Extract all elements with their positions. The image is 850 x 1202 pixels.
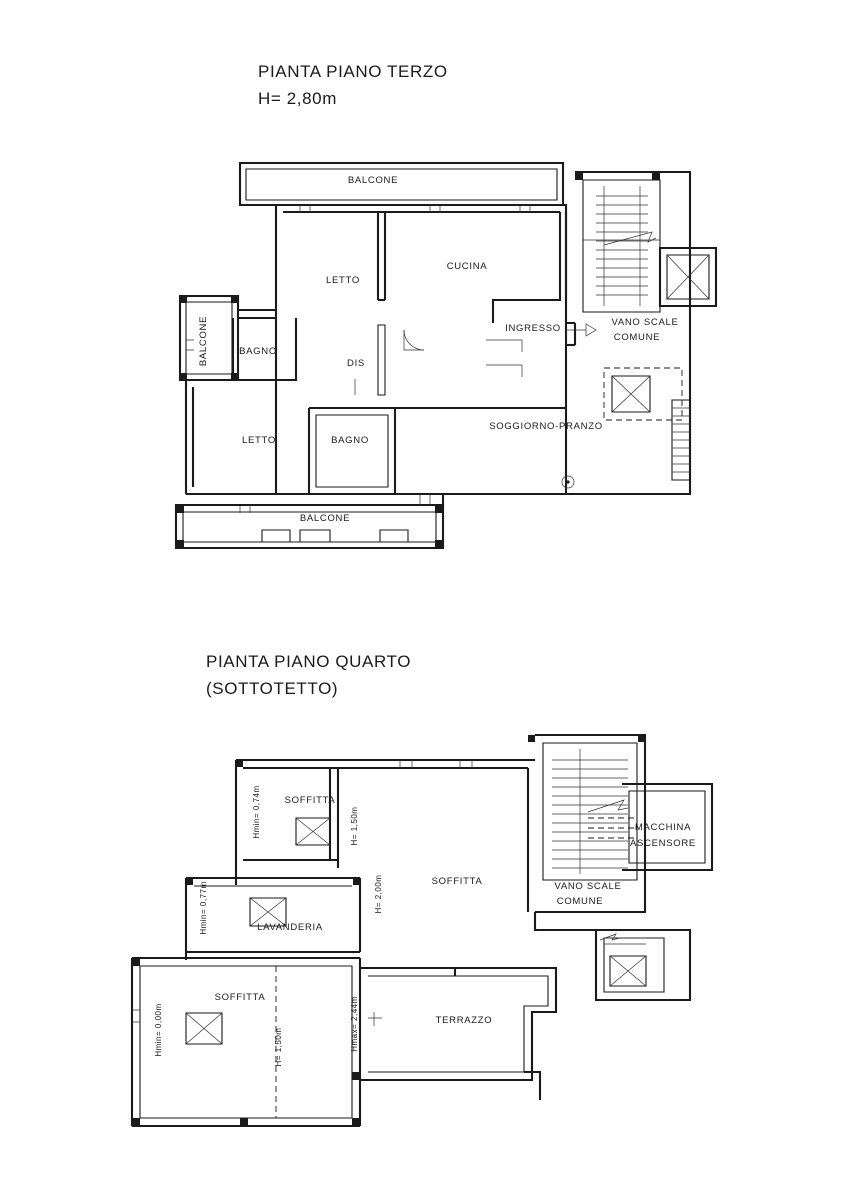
room-label-dis: DIS — [347, 358, 365, 369]
laundry-cross — [250, 898, 286, 926]
plan-height-third-floor-text: H= 2,80m — [258, 89, 337, 108]
balcony-left-outline — [180, 296, 238, 380]
corner-markers-third — [176, 172, 660, 548]
plan-title-third-floor — [258, 62, 448, 109]
window-ticks-third — [186, 205, 530, 513]
stair-direction-arrow — [604, 232, 656, 245]
door-leaf-hall — [404, 330, 424, 350]
lower-soffitta-cross-box — [186, 1013, 222, 1044]
common-stair-outer — [575, 172, 690, 494]
lower-soffitta-cross — [186, 1013, 222, 1044]
attic-stair-shaft — [543, 743, 637, 880]
height-annotation-5: H= 1,50m — [274, 1027, 283, 1067]
room-label-soggiorno-pranzo: SOGGIORNO-PRANZO — [489, 421, 603, 432]
room-label-balcone-bottom: BALCONE — [299, 513, 351, 524]
room-label-cucina: CUCINA — [446, 261, 488, 272]
upper-outer-wall-a — [276, 205, 566, 300]
balcony-bottom-notch-3 — [380, 530, 408, 542]
room-label-vano-scale-attic: VANO SCALE — [554, 881, 622, 892]
column-center-dot — [566, 480, 569, 483]
terrace-marker — [368, 1012, 382, 1026]
room-label-soffitta-center: SOFFITTA — [431, 876, 483, 887]
room-label-comune: COMUNE — [613, 332, 661, 343]
stair-treads-upper — [583, 186, 660, 306]
room-label-balcone-left: BALCONE — [198, 315, 209, 367]
room-label-letto-upper: LETTO — [326, 275, 360, 286]
lower-shaft-dashed — [604, 368, 682, 420]
room-label-bagno-upper: BAGNO — [239, 346, 277, 357]
height-annotation-0: Hmin= 0,74m — [252, 785, 261, 839]
terrace-step-right — [524, 1072, 540, 1100]
bathroom-upper-walls — [233, 318, 296, 380]
machine-room-outer — [622, 784, 712, 870]
common-stair-shaft — [583, 180, 660, 312]
room-label-soffitta-top: SOFFITTA — [284, 795, 336, 806]
room-label-vano-scale: VANO SCALE — [611, 317, 679, 328]
balcony-bottom-outline — [176, 505, 443, 548]
room-label-comune-attic: COMUNE — [556, 896, 604, 907]
attic-stair-arrow — [588, 800, 628, 812]
height-annotation-6: Hmax= 2,44m — [350, 996, 359, 1052]
balcony-left-inner — [186, 302, 232, 374]
room-label-balcone-top: BALCONE — [347, 175, 399, 186]
room-label-terrazzo: TERRAZZO — [435, 1015, 493, 1026]
attic-right-step — [535, 912, 596, 930]
column-marker — [562, 476, 574, 488]
door-swing-hall — [404, 330, 424, 350]
balcony-bottom-notch-1 — [262, 530, 290, 542]
terrace-inner — [368, 976, 548, 1072]
room-label-letto-lower: LETTO — [242, 435, 276, 446]
door-leaf-entry — [486, 340, 522, 352]
balcony-bottom-inner — [183, 512, 436, 542]
lower-shaft-cross — [612, 376, 650, 412]
attic-stair-treads — [552, 749, 628, 874]
ingresso-arrow — [572, 324, 596, 336]
lower-shaft-attic-cross — [610, 956, 646, 986]
machine-room-inner — [629, 791, 705, 863]
elevator-cross-upper — [667, 255, 709, 299]
window-ticks-fourth — [132, 760, 472, 1022]
door-leaf-entry-b — [486, 365, 522, 377]
hall-wall-segment — [378, 325, 385, 395]
lower-shaft-arrow — [600, 934, 620, 940]
third-floor-plan-group — [176, 163, 716, 548]
room-label-ascensore: ASCENSORE — [630, 838, 696, 849]
height-annotation-3: Hmin= 0,77m — [199, 881, 208, 935]
room-label-bagno-lower: BAGNO — [331, 435, 369, 446]
terrace-outline — [360, 968, 556, 1080]
soffitta-top-cross-box — [296, 818, 330, 845]
plan-title-fourth-floor — [206, 652, 411, 699]
balcony-top-outline — [240, 163, 563, 205]
lower-shaft-attic-box — [610, 956, 646, 986]
attic-stair-outer — [535, 735, 645, 912]
room-label-soffitta-lower: SOFFITTA — [214, 992, 266, 1003]
upper-outer-wall-b — [566, 205, 575, 323]
plan-title-third-floor-text: PIANTA PIANO TERZO — [258, 62, 448, 81]
soffitta-top-cross — [296, 818, 330, 845]
room-label-ingresso: INGRESSO — [505, 323, 561, 334]
room-label-lavanderia: LAVANDERIA — [257, 922, 323, 933]
elevator-shaft-upper — [660, 248, 716, 306]
kitchen-inner-wall — [493, 212, 560, 323]
plan-subtitle-fourth-floor-text: (SOTTOTETTO) — [206, 679, 339, 698]
balcony-bottom-notch-2 — [300, 530, 330, 542]
lower-shaft-attic-lines — [604, 938, 646, 944]
elevator-cabin-upper — [667, 255, 709, 299]
laundry-cross-box — [250, 898, 286, 926]
lower-soffitta-inner — [140, 966, 352, 1118]
central-bath-inner — [316, 415, 388, 487]
plan-title-fourth-floor-text: PIANTA PIANO QUARTO — [206, 652, 412, 671]
balcony-top-inner — [246, 169, 557, 200]
lower-shaft-attic-outer — [596, 930, 690, 1000]
room-label-macchina: MACCHINA — [634, 822, 692, 833]
attic-stair-dashed-lines — [588, 818, 636, 838]
height-annotation-4: Hmin= 0,00m — [154, 1003, 163, 1057]
height-annotation-1: H= 1,50m — [350, 806, 359, 846]
fourth-floor-plan-group — [132, 735, 712, 1126]
lower-shaft-cabin — [612, 376, 650, 412]
height-annotation-2: H= 2,00m — [374, 874, 383, 914]
stair-treads-lower — [672, 400, 690, 480]
corner-markers-fourth — [132, 735, 645, 1126]
lower-shaft-attic-inner — [604, 938, 664, 992]
